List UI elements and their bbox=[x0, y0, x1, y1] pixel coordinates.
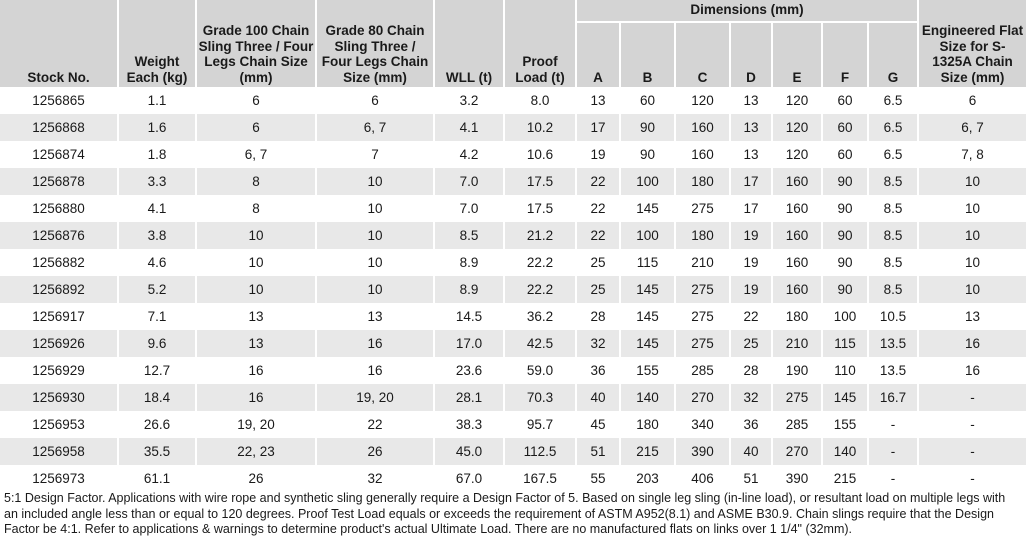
cell-dim-e: 120 bbox=[772, 114, 822, 141]
cell-weight: 61.1 bbox=[118, 465, 196, 492]
cell-proof-load: 10.6 bbox=[504, 141, 576, 168]
cell-dim-f: 110 bbox=[822, 357, 868, 384]
cell-proof-load: 17.5 bbox=[504, 168, 576, 195]
cell-dim-f: 215 bbox=[822, 465, 868, 492]
col-header-dim-c: C bbox=[675, 22, 730, 87]
cell-dim-d: 19 bbox=[730, 249, 772, 276]
cell-weight: 4.6 bbox=[118, 249, 196, 276]
col-header-dim-b: B bbox=[620, 22, 675, 87]
cell-grade100-size: 16 bbox=[196, 357, 316, 384]
cell-wll: 4.1 bbox=[434, 114, 504, 141]
table-row bbox=[0, 276, 1026, 303]
cell-dim-c: 275 bbox=[675, 195, 730, 222]
cell-wll: 28.1 bbox=[434, 384, 504, 411]
cell-dim-g: 8.5 bbox=[868, 195, 918, 222]
cell-dim-c: 180 bbox=[675, 168, 730, 195]
cell-wll: 67.0 bbox=[434, 465, 504, 492]
cell-dim-c: 390 bbox=[675, 438, 730, 465]
cell-weight: 35.5 bbox=[118, 438, 196, 465]
cell-proof-load: 22.2 bbox=[504, 276, 576, 303]
cell-flat-size: 16 bbox=[918, 357, 1026, 384]
cell-grade80-size: 10 bbox=[316, 222, 434, 249]
cell-grade100-size: 10 bbox=[196, 249, 316, 276]
cell-dim-b: 60 bbox=[620, 87, 675, 114]
cell-dim-e: 120 bbox=[772, 141, 822, 168]
cell-dim-e: 285 bbox=[772, 411, 822, 438]
cell-dim-d: 28 bbox=[730, 357, 772, 384]
col-header-flat-size: Engineered Flat Size for S-1325A Chain Size (mm) bbox=[918, 0, 1026, 87]
cell-proof-load: 21.2 bbox=[504, 222, 576, 249]
cell-dim-b: 100 bbox=[620, 222, 675, 249]
cell-dim-b: 180 bbox=[620, 411, 675, 438]
cell-dim-f: 60 bbox=[822, 141, 868, 168]
table-row bbox=[0, 114, 1026, 141]
col-header-stock-no: Stock No. bbox=[0, 0, 118, 87]
cell-grade80-size: 22 bbox=[316, 411, 434, 438]
cell-dim-b: 90 bbox=[620, 114, 675, 141]
cell-dim-g: 6.5 bbox=[868, 87, 918, 114]
cell-dim-e: 210 bbox=[772, 330, 822, 357]
cell-dim-e: 160 bbox=[772, 168, 822, 195]
cell-dim-a: 19 bbox=[576, 141, 620, 168]
cell-flat-size: - bbox=[918, 438, 1026, 465]
cell-wll: 3.2 bbox=[434, 87, 504, 114]
col-header-grade100: Grade 100 Chain Sling Three / Four Legs Chain Size (mm) bbox=[196, 0, 316, 87]
cell-grade100-size: 16 bbox=[196, 384, 316, 411]
cell-dim-b: 140 bbox=[620, 384, 675, 411]
cell-dim-d: 19 bbox=[730, 276, 772, 303]
cell-dim-f: 60 bbox=[822, 87, 868, 114]
cell-wll: 4.2 bbox=[434, 141, 504, 168]
cell-flat-size: 10 bbox=[918, 222, 1026, 249]
cell-dim-a: 32 bbox=[576, 330, 620, 357]
cell-dim-d: 17 bbox=[730, 195, 772, 222]
cell-dim-a: 28 bbox=[576, 303, 620, 330]
cell-dim-g: 8.5 bbox=[868, 222, 918, 249]
cell-grade80-size: 16 bbox=[316, 330, 434, 357]
cell-dim-c: 120 bbox=[675, 87, 730, 114]
cell-grade100-size: 26 bbox=[196, 465, 316, 492]
cell-flat-size: 7, 8 bbox=[918, 141, 1026, 168]
cell-proof-load: 36.2 bbox=[504, 303, 576, 330]
table-row bbox=[0, 249, 1026, 276]
cell-dim-f: 115 bbox=[822, 330, 868, 357]
cell-dim-g: 10.5 bbox=[868, 303, 918, 330]
cell-dim-d: 32 bbox=[730, 384, 772, 411]
cell-grade80-size: 13 bbox=[316, 303, 434, 330]
cell-flat-size: - bbox=[918, 465, 1026, 492]
cell-proof-load: 167.5 bbox=[504, 465, 576, 492]
cell-dim-b: 155 bbox=[620, 357, 675, 384]
cell-dim-d: 13 bbox=[730, 114, 772, 141]
table-row bbox=[0, 411, 1026, 438]
cell-weight: 3.8 bbox=[118, 222, 196, 249]
cell-weight: 12.7 bbox=[118, 357, 196, 384]
cell-stock-no: 1256882 bbox=[0, 249, 118, 276]
table-row bbox=[0, 303, 1026, 330]
cell-wll: 23.6 bbox=[434, 357, 504, 384]
cell-weight: 1.6 bbox=[118, 114, 196, 141]
cell-flat-size: 10 bbox=[918, 168, 1026, 195]
cell-dim-e: 160 bbox=[772, 249, 822, 276]
cell-dim-e: 160 bbox=[772, 222, 822, 249]
cell-dim-g: 6.5 bbox=[868, 141, 918, 168]
cell-dim-b: 145 bbox=[620, 276, 675, 303]
cell-dim-f: 90 bbox=[822, 168, 868, 195]
cell-dim-d: 19 bbox=[730, 222, 772, 249]
cell-wll: 7.0 bbox=[434, 195, 504, 222]
table-body bbox=[0, 87, 1026, 492]
cell-proof-load: 8.0 bbox=[504, 87, 576, 114]
cell-dim-g: 6.5 bbox=[868, 114, 918, 141]
cell-dim-b: 145 bbox=[620, 195, 675, 222]
cell-stock-no: 1256892 bbox=[0, 276, 118, 303]
cell-dim-a: 36 bbox=[576, 357, 620, 384]
cell-wll: 45.0 bbox=[434, 438, 504, 465]
cell-dim-d: 40 bbox=[730, 438, 772, 465]
cell-dim-g: 13.5 bbox=[868, 357, 918, 384]
table-row bbox=[0, 87, 1026, 114]
col-header-dimensions: Dimensions (mm) bbox=[576, 0, 918, 22]
cell-proof-load: 17.5 bbox=[504, 195, 576, 222]
table-row bbox=[0, 141, 1026, 168]
cell-grade80-size: 16 bbox=[316, 357, 434, 384]
cell-stock-no: 1256868 bbox=[0, 114, 118, 141]
cell-grade100-size: 6 bbox=[196, 87, 316, 114]
cell-grade80-size: 6 bbox=[316, 87, 434, 114]
cell-dim-a: 40 bbox=[576, 384, 620, 411]
cell-dim-c: 285 bbox=[675, 357, 730, 384]
cell-stock-no: 1256880 bbox=[0, 195, 118, 222]
cell-dim-c: 210 bbox=[675, 249, 730, 276]
cell-grade100-size: 6 bbox=[196, 114, 316, 141]
cell-flat-size: 13 bbox=[918, 303, 1026, 330]
col-header-proof-load: Proof Load (t) bbox=[504, 0, 576, 87]
cell-dim-c: 270 bbox=[675, 384, 730, 411]
cell-proof-load: 95.7 bbox=[504, 411, 576, 438]
cell-dim-d: 13 bbox=[730, 141, 772, 168]
cell-stock-no: 1256865 bbox=[0, 87, 118, 114]
table-row bbox=[0, 195, 1026, 222]
cell-wll: 38.3 bbox=[434, 411, 504, 438]
cell-dim-e: 270 bbox=[772, 438, 822, 465]
cell-grade80-size: 10 bbox=[316, 195, 434, 222]
cell-flat-size: 16 bbox=[918, 330, 1026, 357]
cell-grade80-size: 19, 20 bbox=[316, 384, 434, 411]
col-header-dim-f: F bbox=[822, 22, 868, 87]
cell-dim-f: 100 bbox=[822, 303, 868, 330]
table-row bbox=[0, 222, 1026, 249]
cell-dim-f: 90 bbox=[822, 249, 868, 276]
cell-grade80-size: 10 bbox=[316, 168, 434, 195]
cell-dim-g: - bbox=[868, 465, 918, 492]
cell-dim-b: 100 bbox=[620, 168, 675, 195]
cell-flat-size: 10 bbox=[918, 249, 1026, 276]
footnote: 5:1 Design Factor. Applications with wire rope and synthetic sling generally require a Design Factor of 5. Based on single leg sling (in-line load), or resultant load on multiple legs with an included angle less than or equal to 120 degrees. Proof Test Load equals or exceeds the requirement of ASTM A952(8.1) and ASME B30.9. Chain slings require that the Design Factor be 4:1. Refer to applications & warnings to determine product's actual Ultimate Load. There are no manufactured flats on links over 1 1/4" (32mm). bbox=[4, 491, 1006, 536]
col-header-dim-g: G bbox=[868, 22, 918, 87]
col-header-wll: WLL (t) bbox=[434, 0, 504, 87]
cell-dim-e: 275 bbox=[772, 384, 822, 411]
cell-dim-a: 25 bbox=[576, 276, 620, 303]
cell-dim-g: 8.5 bbox=[868, 168, 918, 195]
cell-wll: 8.9 bbox=[434, 249, 504, 276]
cell-proof-load: 70.3 bbox=[504, 384, 576, 411]
cell-dim-f: 155 bbox=[822, 411, 868, 438]
cell-flat-size: - bbox=[918, 411, 1026, 438]
cell-dim-d: 13 bbox=[730, 87, 772, 114]
col-header-dim-e: E bbox=[772, 22, 822, 87]
cell-dim-g: 13.5 bbox=[868, 330, 918, 357]
cell-dim-f: 90 bbox=[822, 276, 868, 303]
cell-proof-load: 112.5 bbox=[504, 438, 576, 465]
cell-grade100-size: 22, 23 bbox=[196, 438, 316, 465]
cell-dim-a: 55 bbox=[576, 465, 620, 492]
cell-weight: 1.8 bbox=[118, 141, 196, 168]
cell-dim-d: 17 bbox=[730, 168, 772, 195]
cell-grade100-size: 8 bbox=[196, 195, 316, 222]
cell-dim-f: 90 bbox=[822, 195, 868, 222]
cell-dim-a: 17 bbox=[576, 114, 620, 141]
cell-dim-b: 215 bbox=[620, 438, 675, 465]
cell-stock-no: 1256926 bbox=[0, 330, 118, 357]
cell-flat-size: 10 bbox=[918, 276, 1026, 303]
cell-stock-no: 1256953 bbox=[0, 411, 118, 438]
cell-dim-g: - bbox=[868, 438, 918, 465]
cell-dim-c: 160 bbox=[675, 114, 730, 141]
cell-proof-load: 42.5 bbox=[504, 330, 576, 357]
cell-grade80-size: 32 bbox=[316, 465, 434, 492]
cell-stock-no: 1256958 bbox=[0, 438, 118, 465]
cell-weight: 5.2 bbox=[118, 276, 196, 303]
cell-dim-c: 340 bbox=[675, 411, 730, 438]
cell-dim-g: 8.5 bbox=[868, 276, 918, 303]
cell-grade100-size: 10 bbox=[196, 276, 316, 303]
cell-grade80-size: 6, 7 bbox=[316, 114, 434, 141]
cell-dim-c: 180 bbox=[675, 222, 730, 249]
cell-dim-c: 275 bbox=[675, 303, 730, 330]
cell-weight: 7.1 bbox=[118, 303, 196, 330]
table-row bbox=[0, 465, 1026, 492]
cell-proof-load: 59.0 bbox=[504, 357, 576, 384]
cell-dim-a: 25 bbox=[576, 249, 620, 276]
cell-stock-no: 1256876 bbox=[0, 222, 118, 249]
cell-dim-f: 140 bbox=[822, 438, 868, 465]
cell-wll: 7.0 bbox=[434, 168, 504, 195]
table-row bbox=[0, 357, 1026, 384]
table-row bbox=[0, 330, 1026, 357]
col-header-dim-a: A bbox=[576, 22, 620, 87]
cell-dim-g: 16.7 bbox=[868, 384, 918, 411]
cell-dim-e: 160 bbox=[772, 195, 822, 222]
cell-dim-a: 51 bbox=[576, 438, 620, 465]
cell-grade80-size: 7 bbox=[316, 141, 434, 168]
cell-dim-c: 406 bbox=[675, 465, 730, 492]
cell-flat-size: 6 bbox=[918, 87, 1026, 114]
cell-dim-c: 275 bbox=[675, 330, 730, 357]
cell-wll: 8.5 bbox=[434, 222, 504, 249]
cell-grade80-size: 26 bbox=[316, 438, 434, 465]
cell-dim-e: 390 bbox=[772, 465, 822, 492]
cell-wll: 17.0 bbox=[434, 330, 504, 357]
col-header-weight: Weight Each (kg) bbox=[118, 0, 196, 87]
cell-dim-d: 51 bbox=[730, 465, 772, 492]
cell-dim-a: 45 bbox=[576, 411, 620, 438]
cell-dim-a: 22 bbox=[576, 195, 620, 222]
cell-wll: 8.9 bbox=[434, 276, 504, 303]
cell-wll: 14.5 bbox=[434, 303, 504, 330]
cell-dim-b: 145 bbox=[620, 303, 675, 330]
col-header-grade80: Grade 80 Chain Sling Three / Four Legs Chain Size (mm) bbox=[316, 0, 434, 87]
cell-dim-e: 160 bbox=[772, 276, 822, 303]
cell-grade100-size: 10 bbox=[196, 222, 316, 249]
cell-proof-load: 22.2 bbox=[504, 249, 576, 276]
cell-weight: 3.3 bbox=[118, 168, 196, 195]
col-header-dim-d: D bbox=[730, 22, 772, 87]
cell-grade100-size: 13 bbox=[196, 330, 316, 357]
cell-weight: 1.1 bbox=[118, 87, 196, 114]
cell-dim-b: 145 bbox=[620, 330, 675, 357]
cell-stock-no: 1256930 bbox=[0, 384, 118, 411]
table-row bbox=[0, 384, 1026, 411]
cell-weight: 9.6 bbox=[118, 330, 196, 357]
cell-stock-no: 1256878 bbox=[0, 168, 118, 195]
cell-dim-a: 13 bbox=[576, 87, 620, 114]
cell-dim-d: 22 bbox=[730, 303, 772, 330]
cell-grade100-size: 19, 20 bbox=[196, 411, 316, 438]
cell-dim-c: 160 bbox=[675, 141, 730, 168]
cell-stock-no: 1256973 bbox=[0, 465, 118, 492]
cell-dim-d: 25 bbox=[730, 330, 772, 357]
table-row bbox=[0, 438, 1026, 465]
cell-dim-g: 8.5 bbox=[868, 249, 918, 276]
cell-grade80-size: 10 bbox=[316, 276, 434, 303]
cell-dim-b: 115 bbox=[620, 249, 675, 276]
cell-grade100-size: 6, 7 bbox=[196, 141, 316, 168]
cell-dim-e: 190 bbox=[772, 357, 822, 384]
cell-dim-a: 22 bbox=[576, 168, 620, 195]
cell-stock-no: 1256874 bbox=[0, 141, 118, 168]
cell-proof-load: 10.2 bbox=[504, 114, 576, 141]
cell-dim-c: 275 bbox=[675, 276, 730, 303]
cell-dim-d: 36 bbox=[730, 411, 772, 438]
cell-stock-no: 1256929 bbox=[0, 357, 118, 384]
cell-weight: 18.4 bbox=[118, 384, 196, 411]
table-row bbox=[0, 168, 1026, 195]
cell-flat-size: 6, 7 bbox=[918, 114, 1026, 141]
cell-flat-size: 10 bbox=[918, 195, 1026, 222]
cell-dim-f: 60 bbox=[822, 114, 868, 141]
cell-dim-g: - bbox=[868, 411, 918, 438]
cell-dim-f: 145 bbox=[822, 384, 868, 411]
cell-weight: 4.1 bbox=[118, 195, 196, 222]
table-header bbox=[0, 0, 1026, 87]
cell-dim-e: 180 bbox=[772, 303, 822, 330]
cell-grade100-size: 13 bbox=[196, 303, 316, 330]
cell-weight: 26.6 bbox=[118, 411, 196, 438]
cell-stock-no: 1256917 bbox=[0, 303, 118, 330]
cell-dim-a: 22 bbox=[576, 222, 620, 249]
cell-dim-e: 120 bbox=[772, 87, 822, 114]
cell-flat-size: - bbox=[918, 384, 1026, 411]
cell-dim-b: 90 bbox=[620, 141, 675, 168]
cell-dim-b: 203 bbox=[620, 465, 675, 492]
cell-grade100-size: 8 bbox=[196, 168, 316, 195]
cell-grade80-size: 10 bbox=[316, 249, 434, 276]
cell-dim-f: 90 bbox=[822, 222, 868, 249]
